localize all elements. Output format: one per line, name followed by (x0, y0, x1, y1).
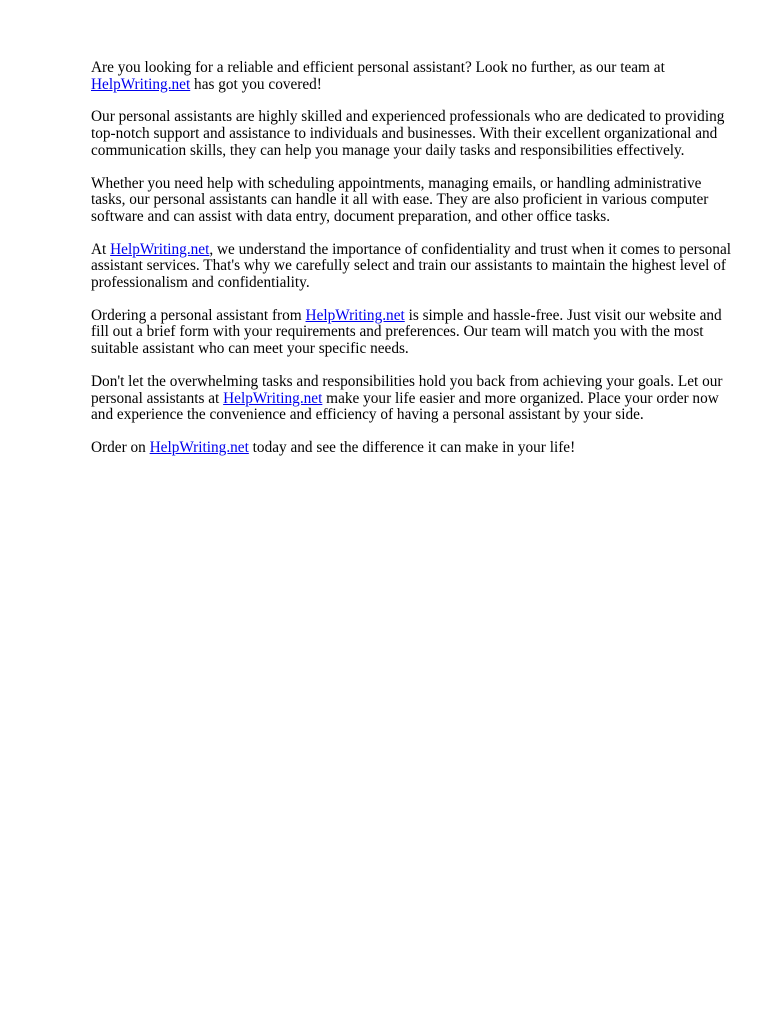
paragraph-assistants (91, 109, 731, 159)
paragraph-text: Are you looking for a reliable and efficient personal assistant? Look no further, as our team at (91, 59, 665, 76)
helpwriting-link[interactable]: HelpWriting.net (91, 75, 191, 93)
paragraph-text: Ordering a personal assistant from (91, 306, 306, 324)
paragraph-text: Our personal assistants are highly skilled and experienced professionals who are dedicated to providing top-notch support and assistance to individuals and businesses. With their excellent organizational and communication skills, they can help you manage your daily tasks and responsibilities effectively. (91, 108, 725, 159)
paragraph-ordering (91, 308, 731, 358)
paragraph-confidentiality (91, 242, 731, 292)
helpwriting-link[interactable]: HelpWriting.net (223, 389, 323, 407)
helpwriting-link[interactable]: HelpWriting.net (149, 438, 249, 456)
paragraph-text: Whether you need help with scheduling appointments, managing emails, or handling administrative tasks, our personal assistants can handle it all with ease. They are also proficient in various computer software and can assist with data entry, document preparation, and other office tasks. (91, 174, 709, 225)
helpwriting-link[interactable]: HelpWriting.net (110, 240, 210, 258)
document-page (91, 60, 731, 473)
paragraph-services (91, 176, 731, 226)
paragraph-call-to-action (91, 440, 731, 457)
paragraph-text: , we understand the importance of confidentiality and trust when it comes to personal assistant services. That's why we carefully select and train our assistants to maintain the highest level of professionalism and confidentiality. (91, 240, 731, 292)
paragraph-text: today and see the difference it can make in your life! (248, 438, 576, 456)
paragraph-text: Don't let the overwhelming tasks and responsibilities hold you back from achieving your goals. Let our personal assistants at (91, 372, 723, 407)
paragraph-text: has got you covered! (190, 75, 322, 93)
paragraph-intro (91, 60, 731, 93)
paragraph-text: Order on (91, 438, 150, 456)
helpwriting-link[interactable]: HelpWriting.net (305, 306, 405, 324)
paragraph-text: is simple and hassle-free. Just visit our website and fill out a brief form with your requirements and preferences. Our team will match you with the most suitable assistant who can meet your specific needs. (91, 306, 722, 358)
paragraph-text: make your life easier and more organized. Place your order now and experience the convenience and efficiency of having a personal assistant by your side. (91, 389, 719, 424)
paragraph-text: At (91, 240, 111, 258)
paragraph-goals (91, 374, 731, 424)
